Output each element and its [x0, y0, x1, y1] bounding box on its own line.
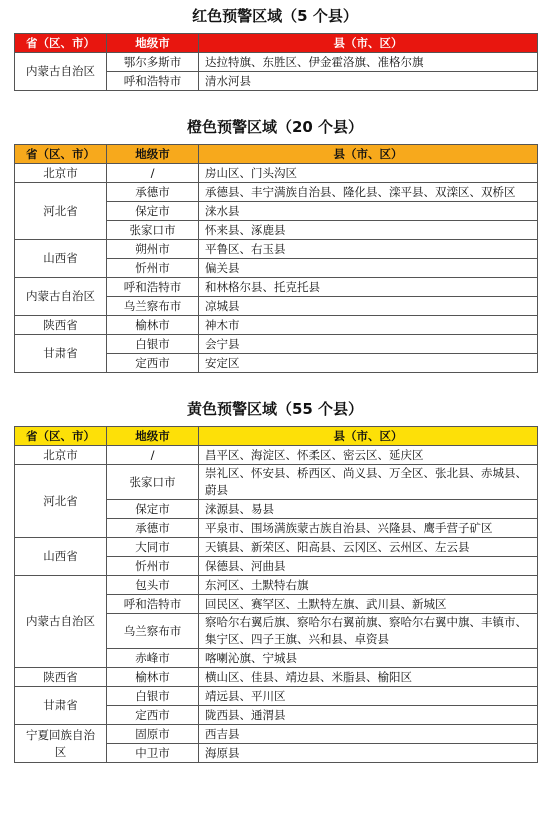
county-cell: 清水河县 [199, 72, 538, 91]
table-row [15, 725, 538, 744]
city-cell: 包头市 [107, 576, 199, 595]
county-cell: 喀喇沁旗、宁城县 [199, 649, 538, 668]
province-cell: 内蒙古自治区 [15, 278, 107, 316]
county-cell: 东河区、土默特右旗 [199, 576, 538, 595]
city-cell: 定西市 [107, 354, 199, 373]
city-cell: / [107, 446, 199, 465]
province-cell: 陕西省 [15, 316, 107, 335]
table-row [15, 668, 538, 687]
red-section [0, 0, 550, 91]
table-row [15, 465, 538, 500]
table-row [15, 53, 538, 72]
province-cell: 内蒙古自治区 [15, 53, 107, 91]
city-cell: 定西市 [107, 706, 199, 725]
city-cell: 鄂尔多斯市 [107, 53, 199, 72]
county-cell: 涞水县 [199, 202, 538, 221]
yellow-section-title: 黄色预警区域（55 个县） [186, 400, 364, 418]
county-cell: 保德县、河曲县 [199, 557, 538, 576]
county-cell: 神木市 [199, 316, 538, 335]
table-row [15, 576, 538, 595]
table-row [15, 335, 538, 354]
orange-section [0, 91, 550, 373]
city-cell: 朔州市 [107, 240, 199, 259]
county-cell: 偏关县 [199, 259, 538, 278]
header-county: 县（市、区） [199, 34, 538, 53]
county-cell: 海原县 [199, 744, 538, 763]
province-cell: 河北省 [15, 183, 107, 240]
province-cell: 北京市 [15, 446, 107, 465]
city-cell: 中卫市 [107, 744, 199, 763]
county-cell: 崇礼区、怀安县、桥西区、尚义县、万全区、张北县、赤城县、蔚县 [199, 465, 538, 500]
header-province: 省（区、市） [15, 145, 107, 164]
city-cell: 白银市 [107, 687, 199, 706]
orange-section-title: 橙色预警区域（20 个县） [186, 118, 364, 136]
table-row [15, 278, 538, 297]
orange-warning-table [14, 144, 538, 373]
red-section-title: 红色预警区域（5 个县） [192, 7, 358, 25]
yellow-warning-table [14, 426, 538, 763]
table-row [15, 183, 538, 202]
city-cell: 张家口市 [107, 221, 199, 240]
city-cell: 白银市 [107, 335, 199, 354]
header-county: 县（市、区） [199, 145, 538, 164]
county-cell: 承德县、丰宁满族自治县、隆化县、滦平县、双滦区、双桥区 [199, 183, 538, 202]
table-header-row [15, 145, 538, 164]
city-cell: 赤峰市 [107, 649, 199, 668]
yellow-section [0, 373, 550, 763]
county-cell: 靖远县、平川区 [199, 687, 538, 706]
province-cell: 山西省 [15, 240, 107, 278]
province-cell: 甘肃省 [15, 687, 107, 725]
city-cell: 乌兰察布市 [107, 297, 199, 316]
city-cell: 大同市 [107, 538, 199, 557]
province-cell: 宁夏回族自治区 [15, 725, 107, 763]
city-cell: 承德市 [107, 519, 199, 538]
header-province: 省（区、市） [15, 427, 107, 446]
city-cell: 榆林市 [107, 668, 199, 687]
header-province: 省（区、市） [15, 34, 107, 53]
county-cell: 察哈尔右翼后旗、察哈尔右翼前旗、察哈尔右翼中旗、丰镇市、集宁区、四子王旗、兴和县、卓资县 [199, 614, 538, 649]
county-cell: 陇西县、通渭县 [199, 706, 538, 725]
city-cell: 保定市 [107, 500, 199, 519]
city-cell: 承德市 [107, 183, 199, 202]
province-cell: 内蒙古自治区 [15, 576, 107, 668]
table-row [15, 240, 538, 259]
city-cell: 呼和浩特市 [107, 595, 199, 614]
red-warning-table [14, 33, 538, 91]
county-cell: 横山区、佳县、靖边县、米脂县、榆阳区 [199, 668, 538, 687]
county-cell: 平泉市、围场满族蒙古族自治县、兴隆县、鹰手营子矿区 [199, 519, 538, 538]
table-header-row [15, 34, 538, 53]
county-cell: 达拉特旗、东胜区、伊金霍洛旗、准格尔旗 [199, 53, 538, 72]
city-cell: 张家口市 [107, 465, 199, 500]
city-cell: 固原市 [107, 725, 199, 744]
header-county: 县（市、区） [199, 427, 538, 446]
county-cell: 天镇县、新荣区、阳高县、云冈区、云州区、左云县 [199, 538, 538, 557]
city-cell: 乌兰察布市 [107, 614, 199, 649]
city-cell: 保定市 [107, 202, 199, 221]
county-cell: 回民区、赛罕区、土默特左旗、武川县、新城区 [199, 595, 538, 614]
table-row [15, 164, 538, 183]
city-cell: 榆林市 [107, 316, 199, 335]
county-cell: 西吉县 [199, 725, 538, 744]
header-city: 地级市 [107, 145, 199, 164]
city-cell: / [107, 164, 199, 183]
county-cell: 涞源县、易县 [199, 500, 538, 519]
county-cell: 和林格尔县、托克托县 [199, 278, 538, 297]
city-cell: 呼和浩特市 [107, 278, 199, 297]
table-header-row [15, 427, 538, 446]
county-cell: 会宁县 [199, 335, 538, 354]
province-cell: 河北省 [15, 465, 107, 538]
county-cell: 安定区 [199, 354, 538, 373]
table-row [15, 538, 538, 557]
province-cell: 北京市 [15, 164, 107, 183]
province-cell: 山西省 [15, 538, 107, 576]
city-cell: 忻州市 [107, 259, 199, 278]
county-cell: 昌平区、海淀区、怀柔区、密云区、延庆区 [199, 446, 538, 465]
table-row [15, 687, 538, 706]
province-cell: 甘肃省 [15, 335, 107, 373]
table-row [15, 316, 538, 335]
county-cell: 怀来县、涿鹿县 [199, 221, 538, 240]
county-cell: 平鲁区、右玉县 [199, 240, 538, 259]
county-cell: 房山区、门头沟区 [199, 164, 538, 183]
header-city: 地级市 [107, 427, 199, 446]
table-row [15, 446, 538, 465]
county-cell: 凉城县 [199, 297, 538, 316]
city-cell: 呼和浩特市 [107, 72, 199, 91]
city-cell: 忻州市 [107, 557, 199, 576]
province-cell: 陕西省 [15, 668, 107, 687]
header-city: 地级市 [107, 34, 199, 53]
